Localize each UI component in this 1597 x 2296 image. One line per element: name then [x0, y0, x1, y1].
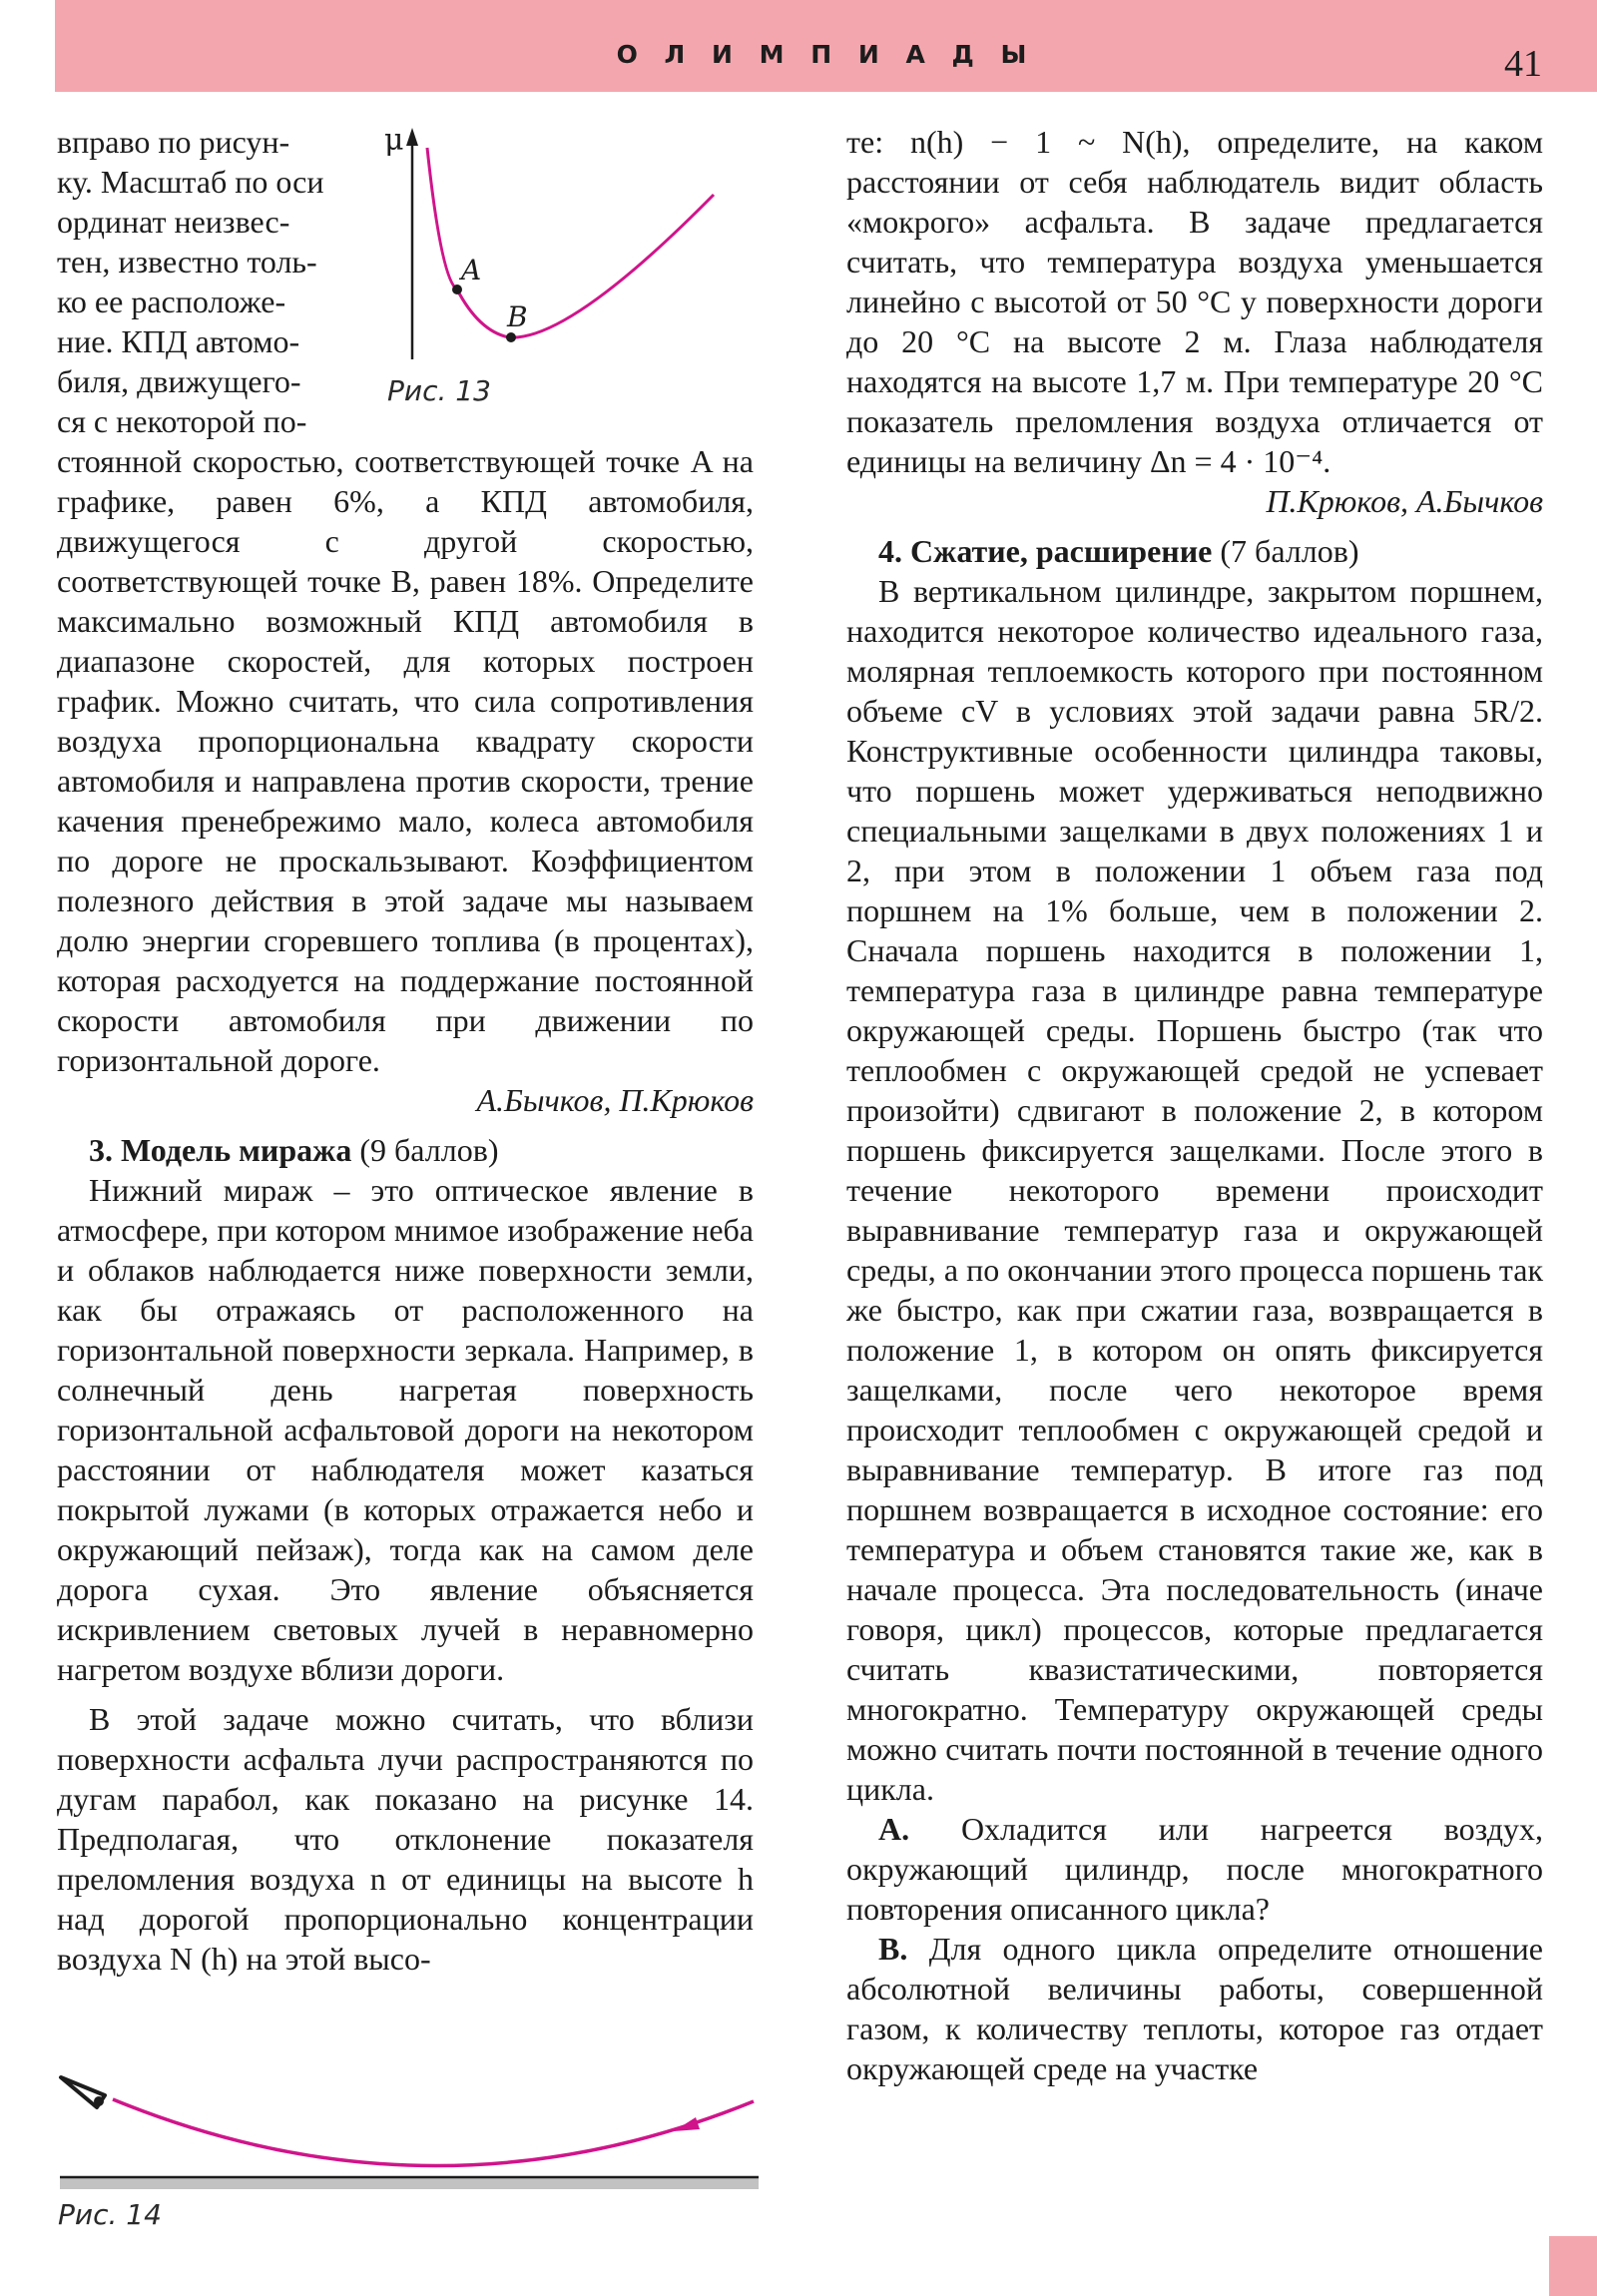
figure-14-caption: Рис. 14: [58, 2198, 162, 2231]
ray-direction-arrow: [674, 2117, 700, 2131]
y-axis-label: μ: [384, 123, 404, 158]
problem-3-points: (9 баллов): [359, 1132, 499, 1168]
question-b-text: Для одного цикла определите отношение абсолютной величины работы, совершенной газом, к количеству теплоты, которое газ отдает окружающей среде на участке: [846, 1931, 1544, 2086]
question-b-label: В.: [878, 1931, 908, 1967]
intro-line: ку. Масштаб по оси: [57, 164, 324, 200]
problem-3-authors: П.Крюков, А.Бычков: [1266, 483, 1543, 519]
problem-3-heading: [57, 1130, 754, 1170]
observer-eye-pupil: [94, 2096, 104, 2106]
intro-line: ко ее расположе-: [57, 284, 286, 319]
section-title: О Л И М П И А Д Ы: [616, 40, 1036, 69]
point-b-label: B: [507, 300, 528, 333]
question-a-label: А.: [878, 1811, 910, 1847]
problem-4-title: 4. Сжатие, расширение: [878, 533, 1213, 569]
page-number: 41: [1504, 43, 1542, 85]
problem-4-heading: [846, 531, 1543, 571]
right-column: [846, 122, 1543, 2088]
question-a: [846, 1809, 1543, 1929]
question-b: [846, 1929, 1543, 2088]
problem-2-authors: А.Бычков, П.Крюков: [476, 1082, 754, 1118]
road-surface: [60, 2177, 759, 2189]
problem-3-continuation: те: n(h) − 1 ~ N(h), определите, на каком расстоянии от себя наблюдатель видит область «мокрого» асфальта. В задаче предлагается считать, что температура воздуха уменьшается линейно с высотой от 50 °С у поверхности дороги до 20 °С на высоте 2 м. Глаза наблюдателя находятся на высоте 1,7 м. При температуре 20 °С показатель преломления воздуха отличается от единицы на величину Δn = 4 · 10⁻⁴.: [846, 124, 1543, 479]
problem-2-text: стоянной скоростью, соответствующей точке A на графике, равен 6%, а КПД автомобиля, движущегося с другой скоростью, соответствующей точке B, равен 18%. Определите максимально возможный КПД автомобиля в диапазоне скоростей, для которых построен график. Можно считать, что сила сопротивления воздуха пропорциональна квадрату скорости автомобиля и направлена против скорости, трение качения пренебрежимо мало, колеса автомобиля по дороге не проскальзывают. Коэффициентом полезного действия в этой задаче мы называем долю энергии сгоревшего топлива (в процентах), которая расходуется на поддержание постоянной скорости автомобиля при движении по горизонтальной дороге.: [57, 443, 754, 1078]
page-corner-mark: [1549, 2236, 1597, 2296]
intro-line: тен, известно толь-: [57, 244, 317, 280]
page-header: [55, 0, 1597, 92]
left-column: [57, 122, 754, 1979]
intro-lines: [57, 122, 356, 441]
problem-4-paragraph-1: В вертикальном цилиндре, закрытом поршнем, находится некоторое количество идеального газа, молярная теплоемкость которого при постоянном объеме cV в условиях этой задачи равна 5R/2. Конструктивные особенности цилиндра таковы, что поршень может удерживаться неподвижно специальными защелками в двух положениях 1 и 2, при этом в положении 1 объем газа под поршнем на 1% больше, чем в положении 2. Сначала поршень находится в положении 1, температура газа в цилиндре равна температуре окружающей среды. Поршень быстро (так что теплообмен с окружающей средой не успевает произойти) сдвигают в положение 2, в котором поршень фиксируется защелками. После этого в течение некоторого времени происходит выравнивание температур газа и окружающей среды, а по окончании этого процесса поршень так же быстро, как при сжатии газа, возвращается в положение 1, в котором он опять фиксируется защелками, после чего некоторое время происходит теплообмен с окружающей средой и выравнивание температур. В итоге газ под поршнем возвращается в исходное состояние: его температура и объем становятся такие же, как в начале процесса. Эта последовательность (иначе говоря, цикл) процессов, которые предлагается считать квазистатическими, повторяется многократно. Температуру окружающей среды можно считать почти постоянной в течение одного цикла.: [846, 573, 1543, 1807]
intro-line: вправо по рисун-: [57, 124, 290, 160]
light-ray-parabola: [113, 2099, 754, 2166]
point-a-label: A: [461, 254, 482, 287]
figure-14-diagram: [55, 2071, 764, 2191]
problem-4-points: (7 баллов): [1220, 533, 1359, 569]
problem-3-title: 3. Модель миража: [89, 1132, 352, 1168]
figure-13-caption: Рис. 13: [387, 374, 491, 407]
intro-line: ординат неизвес-: [57, 204, 290, 240]
question-a-text: Охладится или нагреется воздух, окружающий цилиндр, после многократного повторения описанного цикла?: [846, 1811, 1544, 1927]
problem-3-paragraph-2: В этой задаче можно считать, что вблизи поверхности асфальта лучи распространяются по дугам парабол, как показано на рисунке 14. Предполагая, что отклонение показателя преломления воздуха n от единицы на высоте h над дорогой пропорционально концентрации воздуха N (h) на этой высо-: [57, 1701, 754, 1977]
intro-line: ние. КПД автомо-: [57, 323, 300, 359]
intro-line: биля, движущего-: [57, 363, 301, 399]
intro-line: ся с некоторой по-: [57, 403, 307, 439]
problem-3-paragraph-1: Нижний мираж – это оптическое явление в атмосфере, при котором мнимое изображение неба и облаков наблюдается ниже поверхности земли, как бы отражаясь от расположенного на горизонтальной поверхности зеркала. Например, в солнечный день нагретая поверхность горизонтальной асфальтовой дороги на некотором расстоянии от наблюдателя может казаться покрытой лужами (в которых отражается небо и окружающий пейзаж), тогда как на самом деле дорога сухая. Это явление объясняется искривлением световых лучей в неравномерно нагретом воздухе вблизи дороги.: [57, 1172, 754, 1687]
